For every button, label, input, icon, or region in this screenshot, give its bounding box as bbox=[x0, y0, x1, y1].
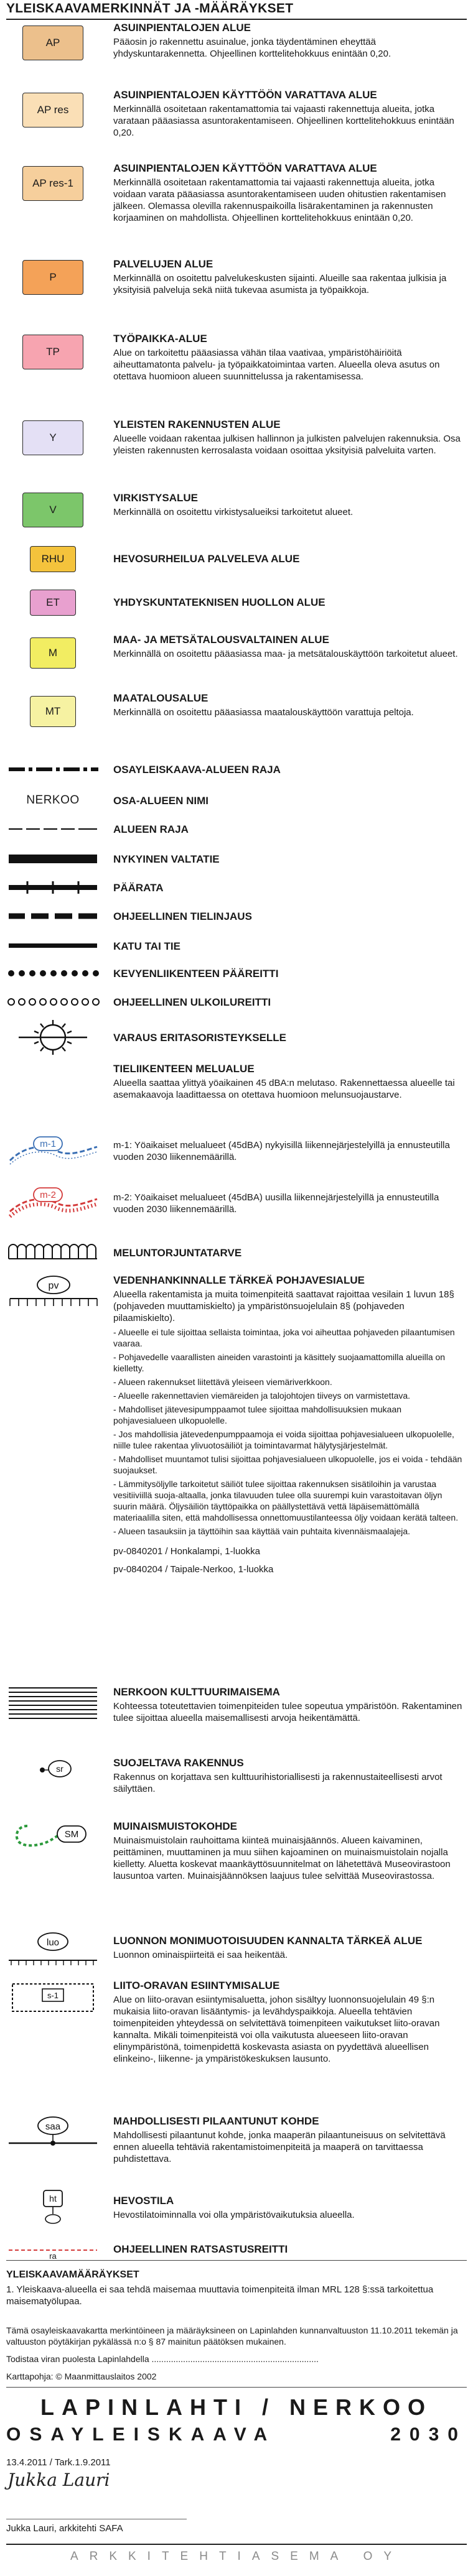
groundwater-desc: Alueella rakentamista ja muita toimenpiteitä saattavat rajoittaa vesilain 1 luvun 18§ (pohjaveden muuttamiskielto) ja ympäristönsuojelulain 8§ (pohjaveden pilaamiskielto). bbox=[113, 1289, 454, 1323]
groundwater-id: pv-0840204 / Taipale-Nerkoo, 1-luokka bbox=[113, 1564, 274, 1575]
subarea-name-symbol: NERKOO bbox=[26, 794, 80, 807]
noise-desc: Alueella saattaa ylittyä yöaikainen 45 dBA:n melutaso. Rakennettaessa alueelle tai asemakaavoja laadittaessa on otettava huomioon melunsuojaustarve. bbox=[113, 1078, 455, 1100]
groundwater-bullet: - Alueen tasauksiin ja täyttöihin saa käyttää vain puhtaita kivennäismaalajeja. bbox=[113, 1526, 411, 1536]
legend-title-y: YLEISTEN RAKENNUSTEN ALUE bbox=[113, 419, 281, 430]
legend-box-v: V bbox=[22, 493, 83, 527]
legend-desc-m: Merkinnällä on osoitettu pääasiassa maa- ja metsätalouskäyttöön tarkoitetut alueet. bbox=[113, 649, 458, 659]
legend-desc-y: Alueelle voidaan rakentaa julkisen hallinnon ja julkisten palvelujen rakennuksia. Osa yleisten rakennusten kerrosalasta voidaan osoittaa yksityisiä palveluita varten. bbox=[113, 433, 461, 456]
antiquity-title: MUINAISMUISTOKOHDE bbox=[113, 1820, 237, 1832]
road-alignment-symbol bbox=[6, 908, 100, 924]
groundwater-bullet: - Alueelle ei tule sijoittaa sellaista toimintaa, joka voi aiheuttaa pohjaveden pilaantumisen vaaraa. bbox=[113, 1327, 455, 1348]
legend-box-tp: TP bbox=[22, 335, 83, 369]
biodiversity-symbol bbox=[6, 1930, 100, 1968]
legend-desc-mt: Merkinnällä on osoitettu pääasiassa maatalouskäyttöön varattuja peltoja. bbox=[113, 707, 414, 718]
legend-title-v: VIRKISTYSALUE bbox=[113, 492, 199, 504]
cycle-route-symbol bbox=[6, 965, 100, 981]
noise-m2-desc: m-2: Yöaikaiset melualueet (45dBA) uusilla liikennejärjestelyillä ja ennusteutilla vuoden 2030 liikennemäärillä. bbox=[113, 1192, 439, 1215]
line-title-street: KATU TAI TIE bbox=[113, 940, 180, 952]
contaminated-symbol bbox=[6, 2115, 100, 2152]
legend-box-ap-res: AP res bbox=[22, 93, 83, 127]
legend-box-y: Y bbox=[22, 420, 83, 455]
title-rule bbox=[6, 19, 467, 20]
groundwater-bullet: - Alueelle rakennettavien viemäreiden ja talojohtojen tiiveys on varmistettava. bbox=[113, 1391, 411, 1401]
footer-author: Jukka Lauri, arkkitehti SAFA bbox=[6, 2523, 123, 2534]
legend-desc-ap: Pääosin jo rakennettu asuinalue, jonka täydentäminen eheyttää yhdyskuntarakennetta. Ohjeellinen korttelitehokkuus enintään 0,20. bbox=[113, 37, 391, 59]
notes-rule-top bbox=[6, 2260, 467, 2261]
interchange-symbol bbox=[6, 1017, 100, 1057]
noise-title: TIELIIKENTEEN MELUALUE bbox=[113, 1063, 255, 1075]
legend-title-ap-res: ASUINPIENTALOJEN KÄYTTÖÖN VARATTAVA ALUE bbox=[113, 89, 377, 101]
horse-farm-title: HEVOSTILA bbox=[113, 2195, 174, 2207]
certify-text: Todistaa viran puolesta Lapinlahdella ..................................................................... bbox=[6, 2354, 319, 2364]
contaminated-label: saa bbox=[45, 2121, 61, 2132]
line-title-outdoor-route: OHJEELLINEN ULKOILUREITTI bbox=[113, 996, 271, 1008]
highway-symbol bbox=[6, 851, 100, 867]
page-title: YLEISKAAVAMERKINNÄT JA -MÄÄRÄYKSET bbox=[6, 1, 294, 16]
culture-landscape-desc: Kohteessa toteutettavien toimenpiteiden tulee sopeutua ympäristöön. Rakentaminen tulee sijoittaa alueella maisemallisesti arvoja heikentämättä. bbox=[113, 1701, 462, 1723]
culture-landscape-symbol bbox=[6, 1685, 100, 1723]
noise-barrier-symbol bbox=[6, 1244, 100, 1263]
flying-squirrel-title: LIITO-ORAVAN ESIINTYMISALUE bbox=[113, 1980, 280, 1991]
legend-title-ap: ASUINPIENTALOJEN ALUE bbox=[113, 22, 251, 34]
protected-building-title: SUOJELTAVA RAKENNUS bbox=[113, 1757, 244, 1769]
protected-building-symbol bbox=[6, 1756, 100, 1781]
antiquity-label: SM bbox=[64, 1829, 79, 1840]
map-base-credit: Karttapohja: © Maanmittauslaitos 2002 bbox=[6, 2371, 157, 2381]
antiquity-symbol bbox=[6, 1820, 100, 1851]
biodiversity-title: LUONNON MONIMUOTOISUUDEN KANNALTA TÄRKEÄ ALUE bbox=[113, 1935, 423, 1947]
legend-title-rhu: HEVOSURHEILUA PALVELEVA ALUE bbox=[113, 553, 300, 565]
area-boundary-symbol bbox=[6, 821, 100, 837]
footer-date: 13.4.2011 / Tark.1.9.2011 bbox=[6, 2457, 111, 2468]
legend-desc-v: Merkinnällä on osoitettu virkistysalueiksi tarkoitetut alueet. bbox=[113, 507, 354, 517]
noise-m1-symbol bbox=[6, 1133, 100, 1170]
legend-box-m: M bbox=[30, 637, 76, 669]
antiquity-desc: Muinaismuistolain rauhoittama kiinteä muinaisjäännös. Alueen kaivaminen, peittäminen, muuttaminen ja muu siihen kajoaminen on muinaismuistolain nojalla kielletty. Aluetta koskevat maankäyttösuunnitelmat on lähetettävä Museovirastoon lausuntoa varten. Muinaisjäännöksen laajuus tulee selvittää Museovirastossa. bbox=[113, 1835, 451, 1881]
legend-desc-tp: Alue on tarkoitettu pääasiassa vähän tilaa vaativaa, ympäristöhäiriöitä aiheuttamatonta palvelu- ja työpaikkatoimintaa varten. Alueella oleva asutus on otettava huomioon alueen suunnittelussa ja rakentamisessa. bbox=[113, 348, 440, 382]
noise-m2-symbol bbox=[6, 1184, 100, 1228]
noise-m1-desc: m-1: Yöaikaiset melualueet (45dBA) nykyisillä liikennejärjestelyillä ja ennusteutilla vuoden 2030 liikennemäärillä. bbox=[113, 1140, 450, 1162]
noise-m2-label: m-2 bbox=[40, 1190, 56, 1200]
legend-title-et: YHDYSKUNTATEKNISEN HUOLLON ALUE bbox=[113, 596, 325, 608]
legend-title-tp: TYÖPAIKKA-ALUE bbox=[113, 333, 207, 345]
legend-desc-p: Merkinnällä on osoitettu palvelukeskusten sijainti. Alueille saa rakentaa julkisia ja yksityisiä palveluja sekä niitä tukevaa asumista ja työpaikkoja. bbox=[113, 273, 447, 295]
notes-rule-bottom bbox=[6, 2387, 467, 2388]
legend-box-et: ET bbox=[30, 590, 76, 616]
horse-farm-symbol bbox=[6, 2188, 100, 2225]
legend-box-ap-res-1: AP res-1 bbox=[22, 166, 83, 201]
railway-symbol bbox=[6, 879, 100, 896]
line-title-road-alignment: OHJEELLINEN TIELINJAUS bbox=[113, 910, 252, 922]
legend-box-ap: AP bbox=[22, 25, 83, 60]
legend-title-ap-res-1: ASUINPIENTALOJEN KÄYTTÖÖN VARATTAVA ALUE bbox=[113, 162, 377, 174]
protected-building-label: sr bbox=[56, 1764, 63, 1774]
general-title: YLEISKAAVAMÄÄRÄYKSET bbox=[6, 2269, 139, 2280]
biodiversity-desc: Luonnon ominaispiirteitä ei saa heikentää. bbox=[113, 1950, 288, 1960]
culture-landscape-title: NERKOON KULTTUURIMAISEMA bbox=[113, 1686, 280, 1698]
legend-title-mt: MAATALOUSALUE bbox=[113, 692, 208, 704]
groundwater-bullet: - Pohjavedelle vaarallisten aineiden varastointi ja käsittely suojaamattomilla alueilla on kielletty. bbox=[113, 1352, 446, 1373]
flying-squirrel-desc: Alue on liito-oravan esiintymisaluetta, johon sisältyy luonnonsuojelulain 49 §:n mukaisia liito-oravan lisääntymis- ja levähdyspaikkoja. Alueella tehtävien toimenpiteiden yhteydessä on selvitettävä toimenpiteen vaikutukset liito-oravan kannalta. Mikäli toimenpiteistä voi olla vaikutusta alueeseen liito-oravan elinympäristönä, toimenpidettä koskevasta asiasta on pyydettävä alueellisen elinkeino-, liikenne- ja ympäristökeskuksen lausunto. bbox=[113, 1995, 440, 2064]
line-title-area-boundary: ALUEEN RAJA bbox=[113, 823, 189, 835]
legend-desc-ap-res-1: Merkinnällä osoitetaan rakentamattomia tai vajaasti rakennettuja alueita, jotka voidaan varata pääasiassa asuntorakentamiseen uuden ohitustien rakentamisen jälkeen. Olemassa olevilla rakennuspaikoilla lisärakentaminen ja rakennusten korjaaminen on mahdollista. Ohjeellinen korttelitehokkuus enintään 0,20. bbox=[113, 177, 446, 223]
groundwater-label: pv bbox=[48, 1281, 59, 1291]
footer-rule bbox=[6, 2544, 467, 2545]
flying-squirrel-symbol bbox=[6, 1979, 100, 2016]
outdoor-route-symbol bbox=[6, 994, 100, 1010]
footer-plan-year: 2030 bbox=[390, 2424, 467, 2445]
biodiversity-label: luo bbox=[46, 1937, 60, 1948]
groundwater-bullet: - Jos mahdollisia jätevedenpumppaamoja ei voida sijoittaa pohjavesialueen ulkopuolelle, niille tulee rakentaa ylivuotosäiliöt ja toimintavarmat hälytysjärjestelmät. bbox=[113, 1429, 454, 1450]
riding-route-title: OHJEELLINEN RATSASTUSREITTI bbox=[113, 2243, 288, 2255]
groundwater-symbol bbox=[6, 1274, 100, 1313]
approval-text: Tämä osayleiskaavakartta merkintöineen ja määräyksineen on Lapinlahden kunnanvaltuuston 11.10.2011 tekemän ja valtuuston pöytäkirjan pykälässä n:o § 87 mainitun päätöksen mukainen. bbox=[6, 2325, 458, 2347]
general-item: 1. Yleiskaava-alueella ei saa tehdä maisemaa muuttavia toimenpiteitä ilman MRL 128 §:ssä tarkoitettua maisematyölupaa. bbox=[6, 2284, 434, 2307]
contaminated-title: MAHDOLLISESTI PILAANTUNUT KOHDE bbox=[113, 2115, 319, 2127]
footer-signature: Jukka Lauri bbox=[7, 2470, 110, 2490]
groundwater-bullet: - Alueen rakennukset liitettävä yleiseen viemäriverkkoon. bbox=[113, 1377, 332, 1387]
groundwater-bullet: - Lämmitysöljylle tarkoitetut säiliöt tulee sijoittaa rakennuksen sisätiloihin ja varustaa vesitiiviillä suoja-altaalla, jonka tilavuuden tulee olla suurempi kuin varastoitavan öljyn suurin määrä. Öljysäiliön täyttöpaikka on päällystettävä vettä läpäisemättömällä materiaalilla siten, että mahdollisessa onnettomuustilanteessa öljy voidaan kerätä talteen. bbox=[113, 1479, 459, 1522]
groundwater-bullet: - Mahdolliset jätevesipumppaamot tulee sijoittaa mahdollisuuksien mukaan pohjavesialueen ulkopuolelle. bbox=[113, 1404, 402, 1425]
legend-desc-ap-res: Merkinnällä osoitetaan rakentamattomia tai vajaasti rakennettuja alueita, jotka varataan pääasiassa asuntorakentamiseen. Ohjeellinen korttelitehokkuus enintään 0,20. bbox=[113, 104, 454, 138]
line-title-plan-boundary: OSAYLEISKAAVA-ALUEEN RAJA bbox=[113, 764, 281, 776]
legend-title-m: MAA- JA METSÄTALOUSVALTAINEN ALUE bbox=[113, 634, 329, 646]
legend-box-mt: MT bbox=[30, 696, 76, 727]
line-title-subarea-name: OSA-ALUEEN NIMI bbox=[113, 795, 208, 807]
noise-barrier-title: MELUNTORJUNTATARVE bbox=[113, 1247, 242, 1259]
footer-plan-type: OSAYLEISKAAVA bbox=[6, 2424, 276, 2445]
horse-farm-desc: Hevostilatoiminnalla voi olla ympäristövaikutuksia alueella. bbox=[113, 2210, 355, 2220]
street-symbol bbox=[6, 938, 100, 954]
protected-building-desc: Rakennus on korjattava sen kulttuurihistoriallisesti ja rakennustaiteellisesti arvot säilyttäen. bbox=[113, 1772, 443, 1794]
footer-office: ARKKITEHTIASEMA OY bbox=[70, 2550, 403, 2563]
legend-title-p: PALVELUJEN ALUE bbox=[113, 258, 213, 270]
plan-boundary-symbol bbox=[6, 761, 100, 777]
contaminated-desc: Mahdollisesti pilaantunut kohde, jonka maaperän pilaantuneisuus on selvitettävä ennen alueella tehtäviä rakentamistoimenpiteitä ja maaperä on tarvittaessa puhdistettava. bbox=[113, 2130, 446, 2164]
line-title-cycle-route: KEVYENLIIKENTEEN PÄÄREITTI bbox=[113, 968, 279, 980]
groundwater-id: pv-0840201 / Honkalampi, 1-luokka bbox=[113, 1546, 260, 1557]
riding-route-symbol bbox=[6, 2240, 100, 2261]
line-title-highway: NYKYINEN VALTATIE bbox=[113, 853, 220, 865]
groundwater-title: VEDENHANKINNALLE TÄRKEÄ POHJAVESIALUE bbox=[113, 1274, 365, 1286]
line-title-interchange: VARAUS ERITASORISTEYKSELLE bbox=[113, 1032, 287, 1044]
line-title-railway: PÄÄRATA bbox=[113, 882, 164, 894]
flying-squirrel-label: s-1 bbox=[47, 1991, 59, 2000]
horse-farm-label: ht bbox=[49, 2194, 57, 2203]
legend-box-p: P bbox=[22, 260, 83, 295]
footer-project-title: LAPINLAHTI / NERKOO bbox=[40, 2394, 433, 2420]
groundwater-bullet: - Mahdolliset muuntamot tulisi sijoittaa pohjavesialueen ulkopuolelle, jos ei voida - tehdään suojaukset. bbox=[113, 1454, 462, 1475]
noise-m1-label: m-1 bbox=[40, 1139, 56, 1149]
legend-box-rhu: RHU bbox=[30, 546, 76, 572]
riding-route-label: ra bbox=[49, 2251, 57, 2261]
